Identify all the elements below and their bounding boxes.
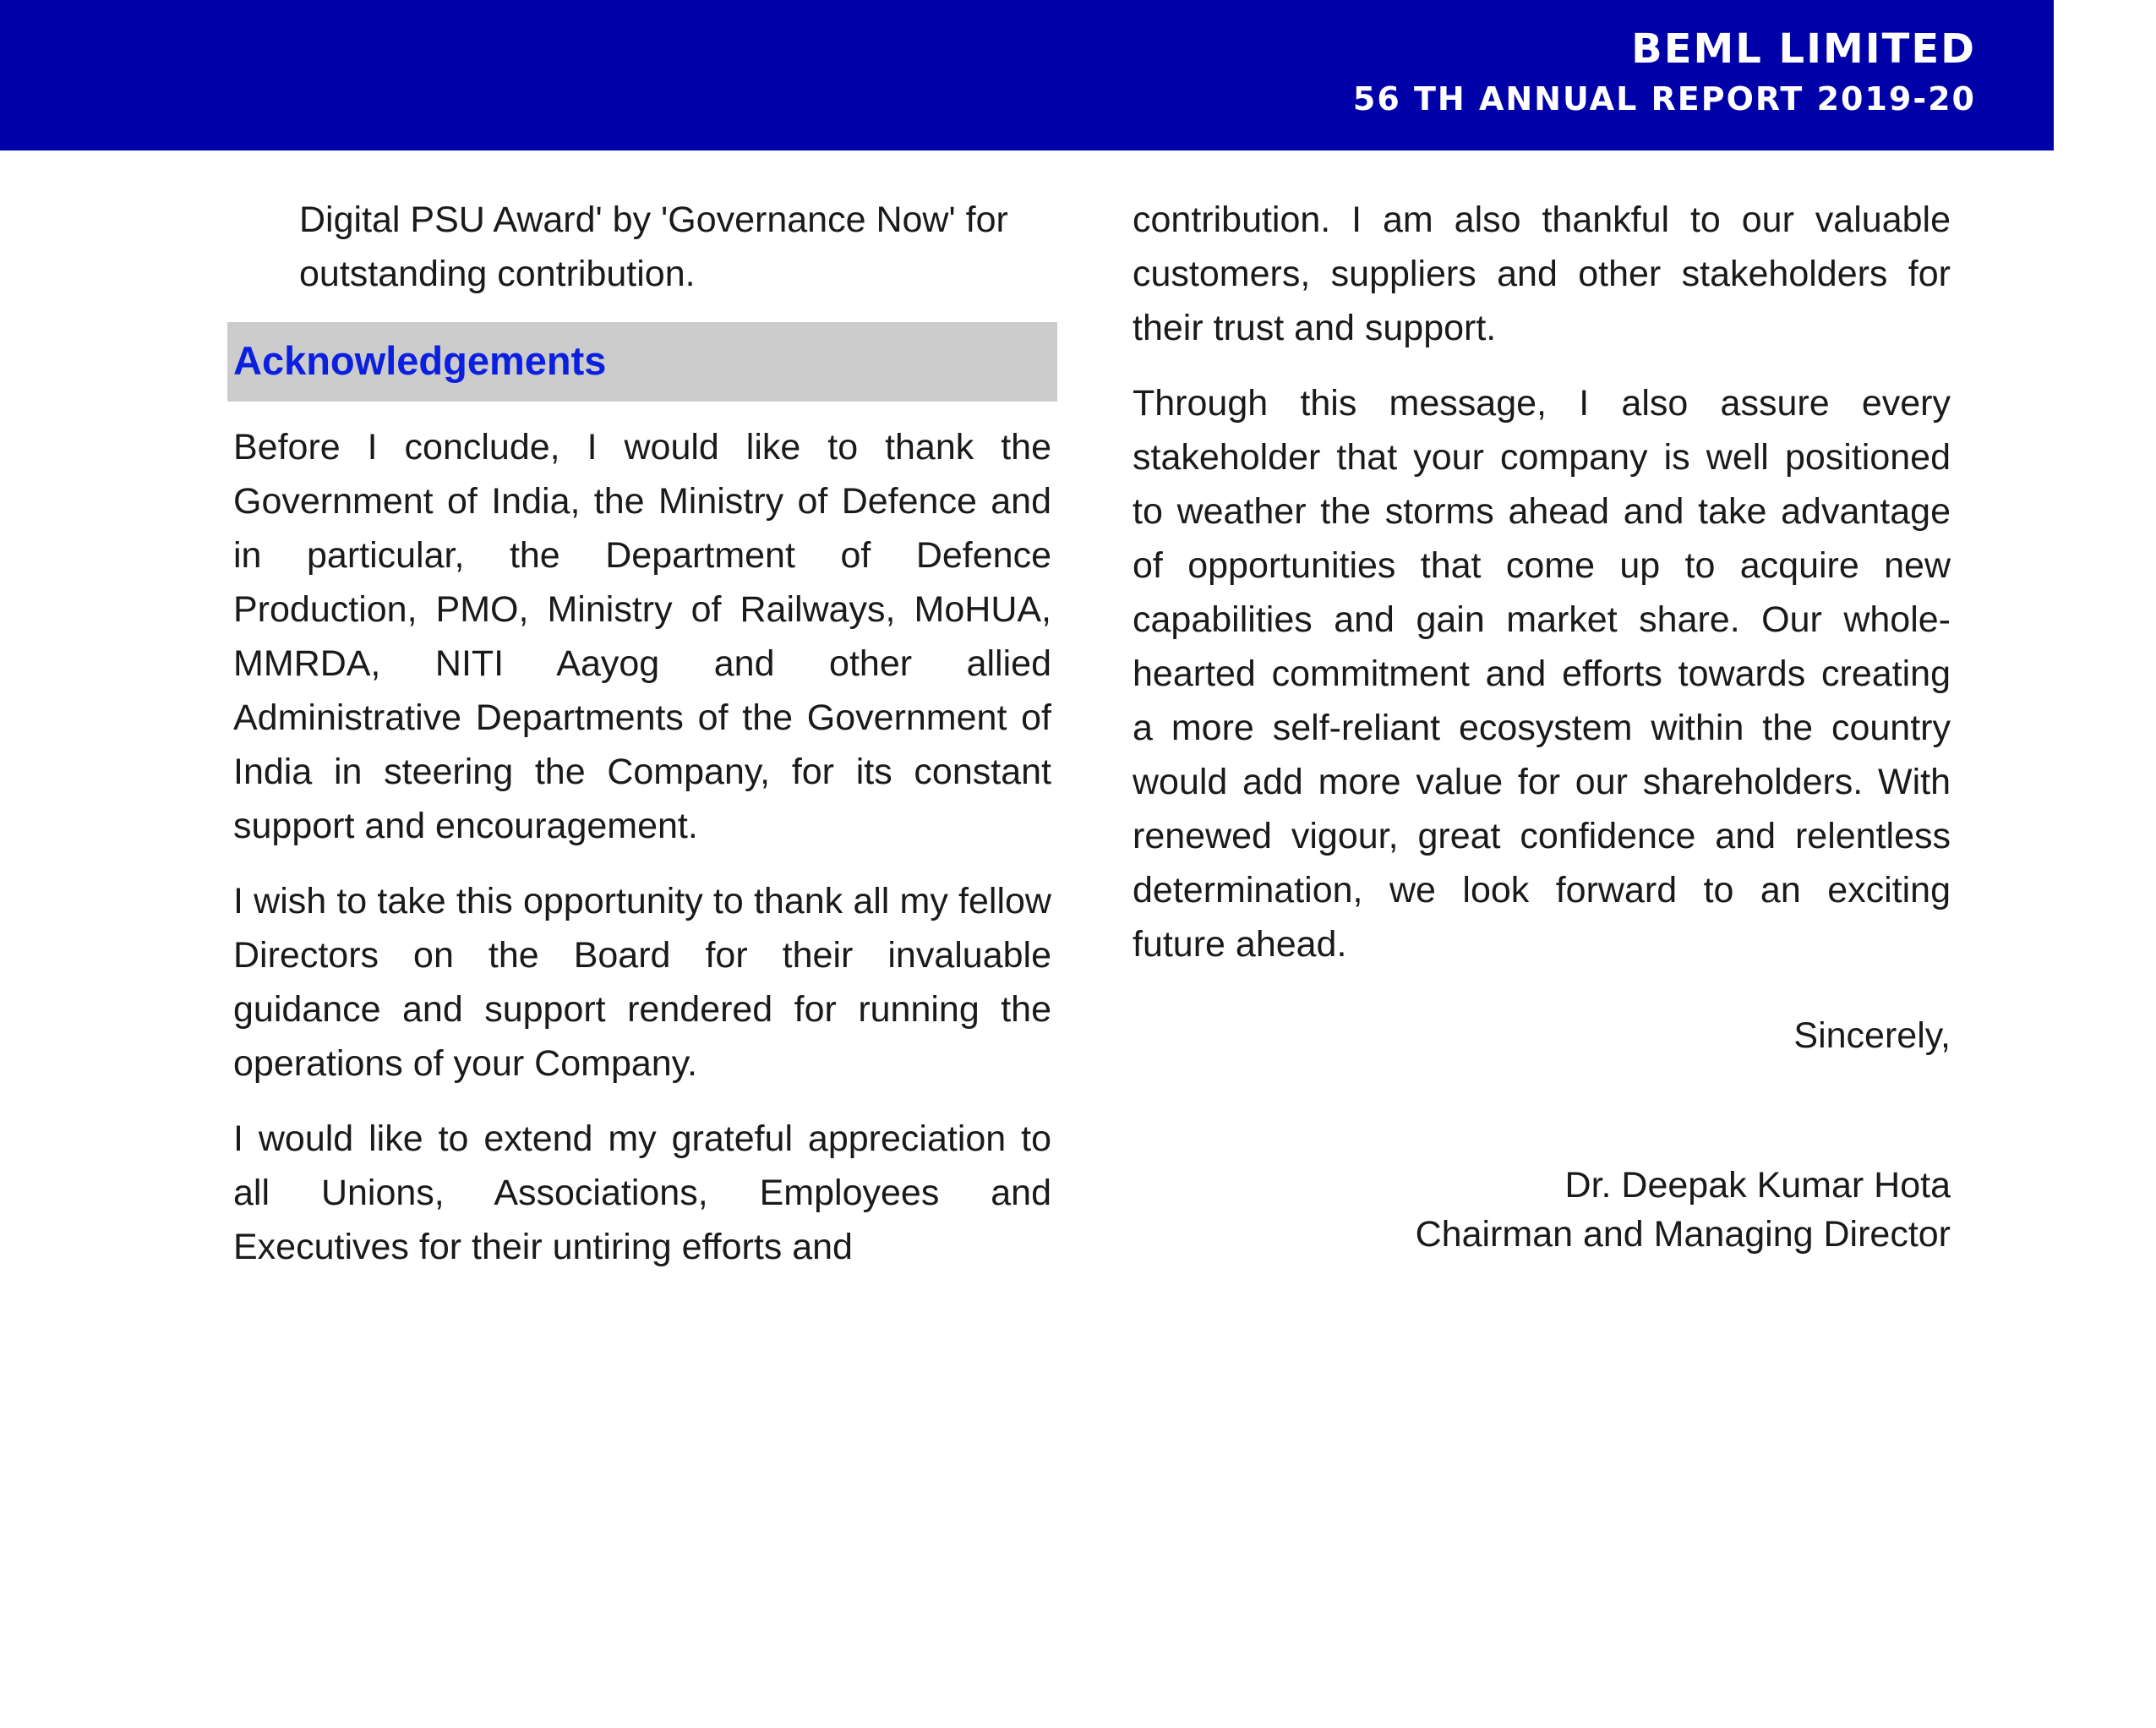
paragraph: contribution. I am also thankful to our valuable customers, suppliers and other stakeholders for their trust and support. [1133, 200, 1951, 348]
signatory-title: Chairman and Managing Director [1415, 1214, 1951, 1255]
paragraph: Before I conclude, I would like to thank the Government of India, the Ministry of Defence and in particular, the Department of Defence Production, PMO, Ministry of Railways, MoHUA, MMRDA, NITI Aayog and other allied Administrative Departments of the Government of India in steering the Company, for its constant support and encouragement. [233, 427, 1051, 846]
intro-continuation: Digital PSU Award' by 'Governance Now' for outstanding contribution. [299, 200, 1008, 294]
header-band [0, 0, 2054, 150]
sign-off: Sincerely, [1793, 1015, 1951, 1056]
section-heading-box [227, 322, 1057, 402]
company-name: BEML LIMITED [1631, 25, 1976, 73]
signatory-name: Dr. Deepak Kumar Hota [1564, 1165, 1951, 1206]
report-title: 56 TH ANNUAL REPORT 2019-20 [1352, 80, 1976, 118]
paragraph: Through this message, I also assure every stakeholder that your company is well positioned to weather the storms ahead and take advantage of opportunities that come up to acquire new capabilities and gain market share. Our whole-hearted commitment and efforts towards creating a more self-reliant ecosystem within the country would add more value for our shareholders. With renewed vigour, great confidence and relentless determination, we look forward to an exciting future ahead. [1133, 383, 1951, 965]
section-heading: Acknowledgements [233, 338, 607, 383]
left-column [233, 193, 1051, 1295]
right-column [1133, 193, 1951, 1259]
paragraph: I wish to take this opportunity to thank all my fellow Directors on the Board for their invaluable guidance and support rendered for running the operations of your Company. [233, 881, 1051, 1084]
paragraph: I would like to extend my grateful appreciation to all Unions, Associations, Employees and Executives for their untiring efforts and [233, 1118, 1051, 1267]
